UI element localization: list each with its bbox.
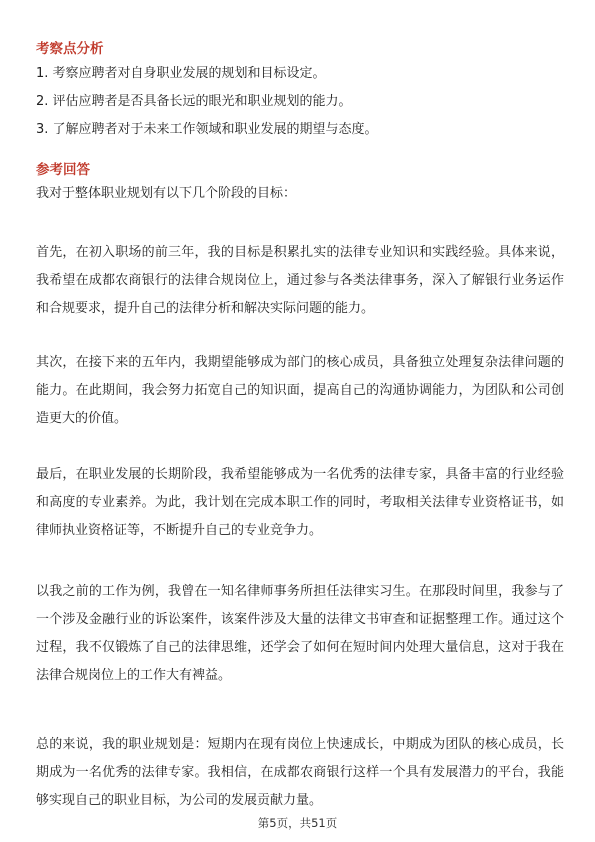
analysis-list — [36, 65, 566, 149]
answer-paragraph-second-stage: 其次，在接下来的五年内，我期望能够成为部门的核心成员，具备独立处理复杂法律问题的能力。在此期间，我会努力拓宽自己的知识面，提高自己的沟通协调能力，为团队和公司创造更大的价值。 — [36, 355, 564, 426]
analysis-point: 1. 考察应聘者对自身职业发展的规划和目标设定。 — [36, 66, 326, 81]
answer-paragraph-first-stage: 首先，在初入职场的前三年，我的目标是积累扎实的法律专业知识和实践经验。具体来说，我希望在成都农商银行的法律合规岗位上，通过参与各类法律事务，深入了解银行业务运作和合规要求，提升自己的法律分析和解决实际问题的能力。 — [36, 245, 564, 316]
answer-paragraph-summary: 总的来说，我的职业规划是：短期内在现有岗位上快速成长，中期成为团队的核心成员，长期成为一名优秀的法律专家。我相信，在成都农商银行这样一个具有发展潜力的平台，我能够实现自己的职业目标，为公司的发展贡献力量。 — [36, 737, 564, 808]
analysis-point: 2. 评估应聘者是否具备长远的眼光和职业规划的能力。 — [36, 94, 352, 109]
answer-intro-paragraph: 我对于整体职业规划有以下几个阶段的目标： — [36, 186, 297, 201]
answer-paragraph-long-term: 最后，在职业发展的长期阶段，我希望能够成为一名优秀的法律专家，具备丰富的行业经验和高度的专业素养。为此，我计划在完成本职工作的同时，考取相关法律专业资格证书，如律师执业资格证等，不断提升自己的专业竞争力。 — [36, 467, 564, 538]
answer-heading: 参考回答 — [36, 162, 90, 178]
page-number: 第5页，共51页 — [257, 816, 338, 830]
answer-paragraph-example: 以我之前的工作为例，我曾在一知名律师事务所担任法律实习生。在那段时间里，我参与了一个涉及金融行业的诉讼案件，该案件涉及大量的法律文书审查和证据整理工作。通过这个过程，我不仅锻炼了自己的法律思维，还学会了如何在短时间内处理大量信息，这对于我在法律合规岗位上的工作大有裨益。 — [36, 584, 564, 683]
analysis-heading: 考察点分析 — [36, 41, 104, 57]
analysis-point: 3. 了解应聘者对于未来工作领域和职业发展的期望与态度。 — [36, 122, 378, 137]
